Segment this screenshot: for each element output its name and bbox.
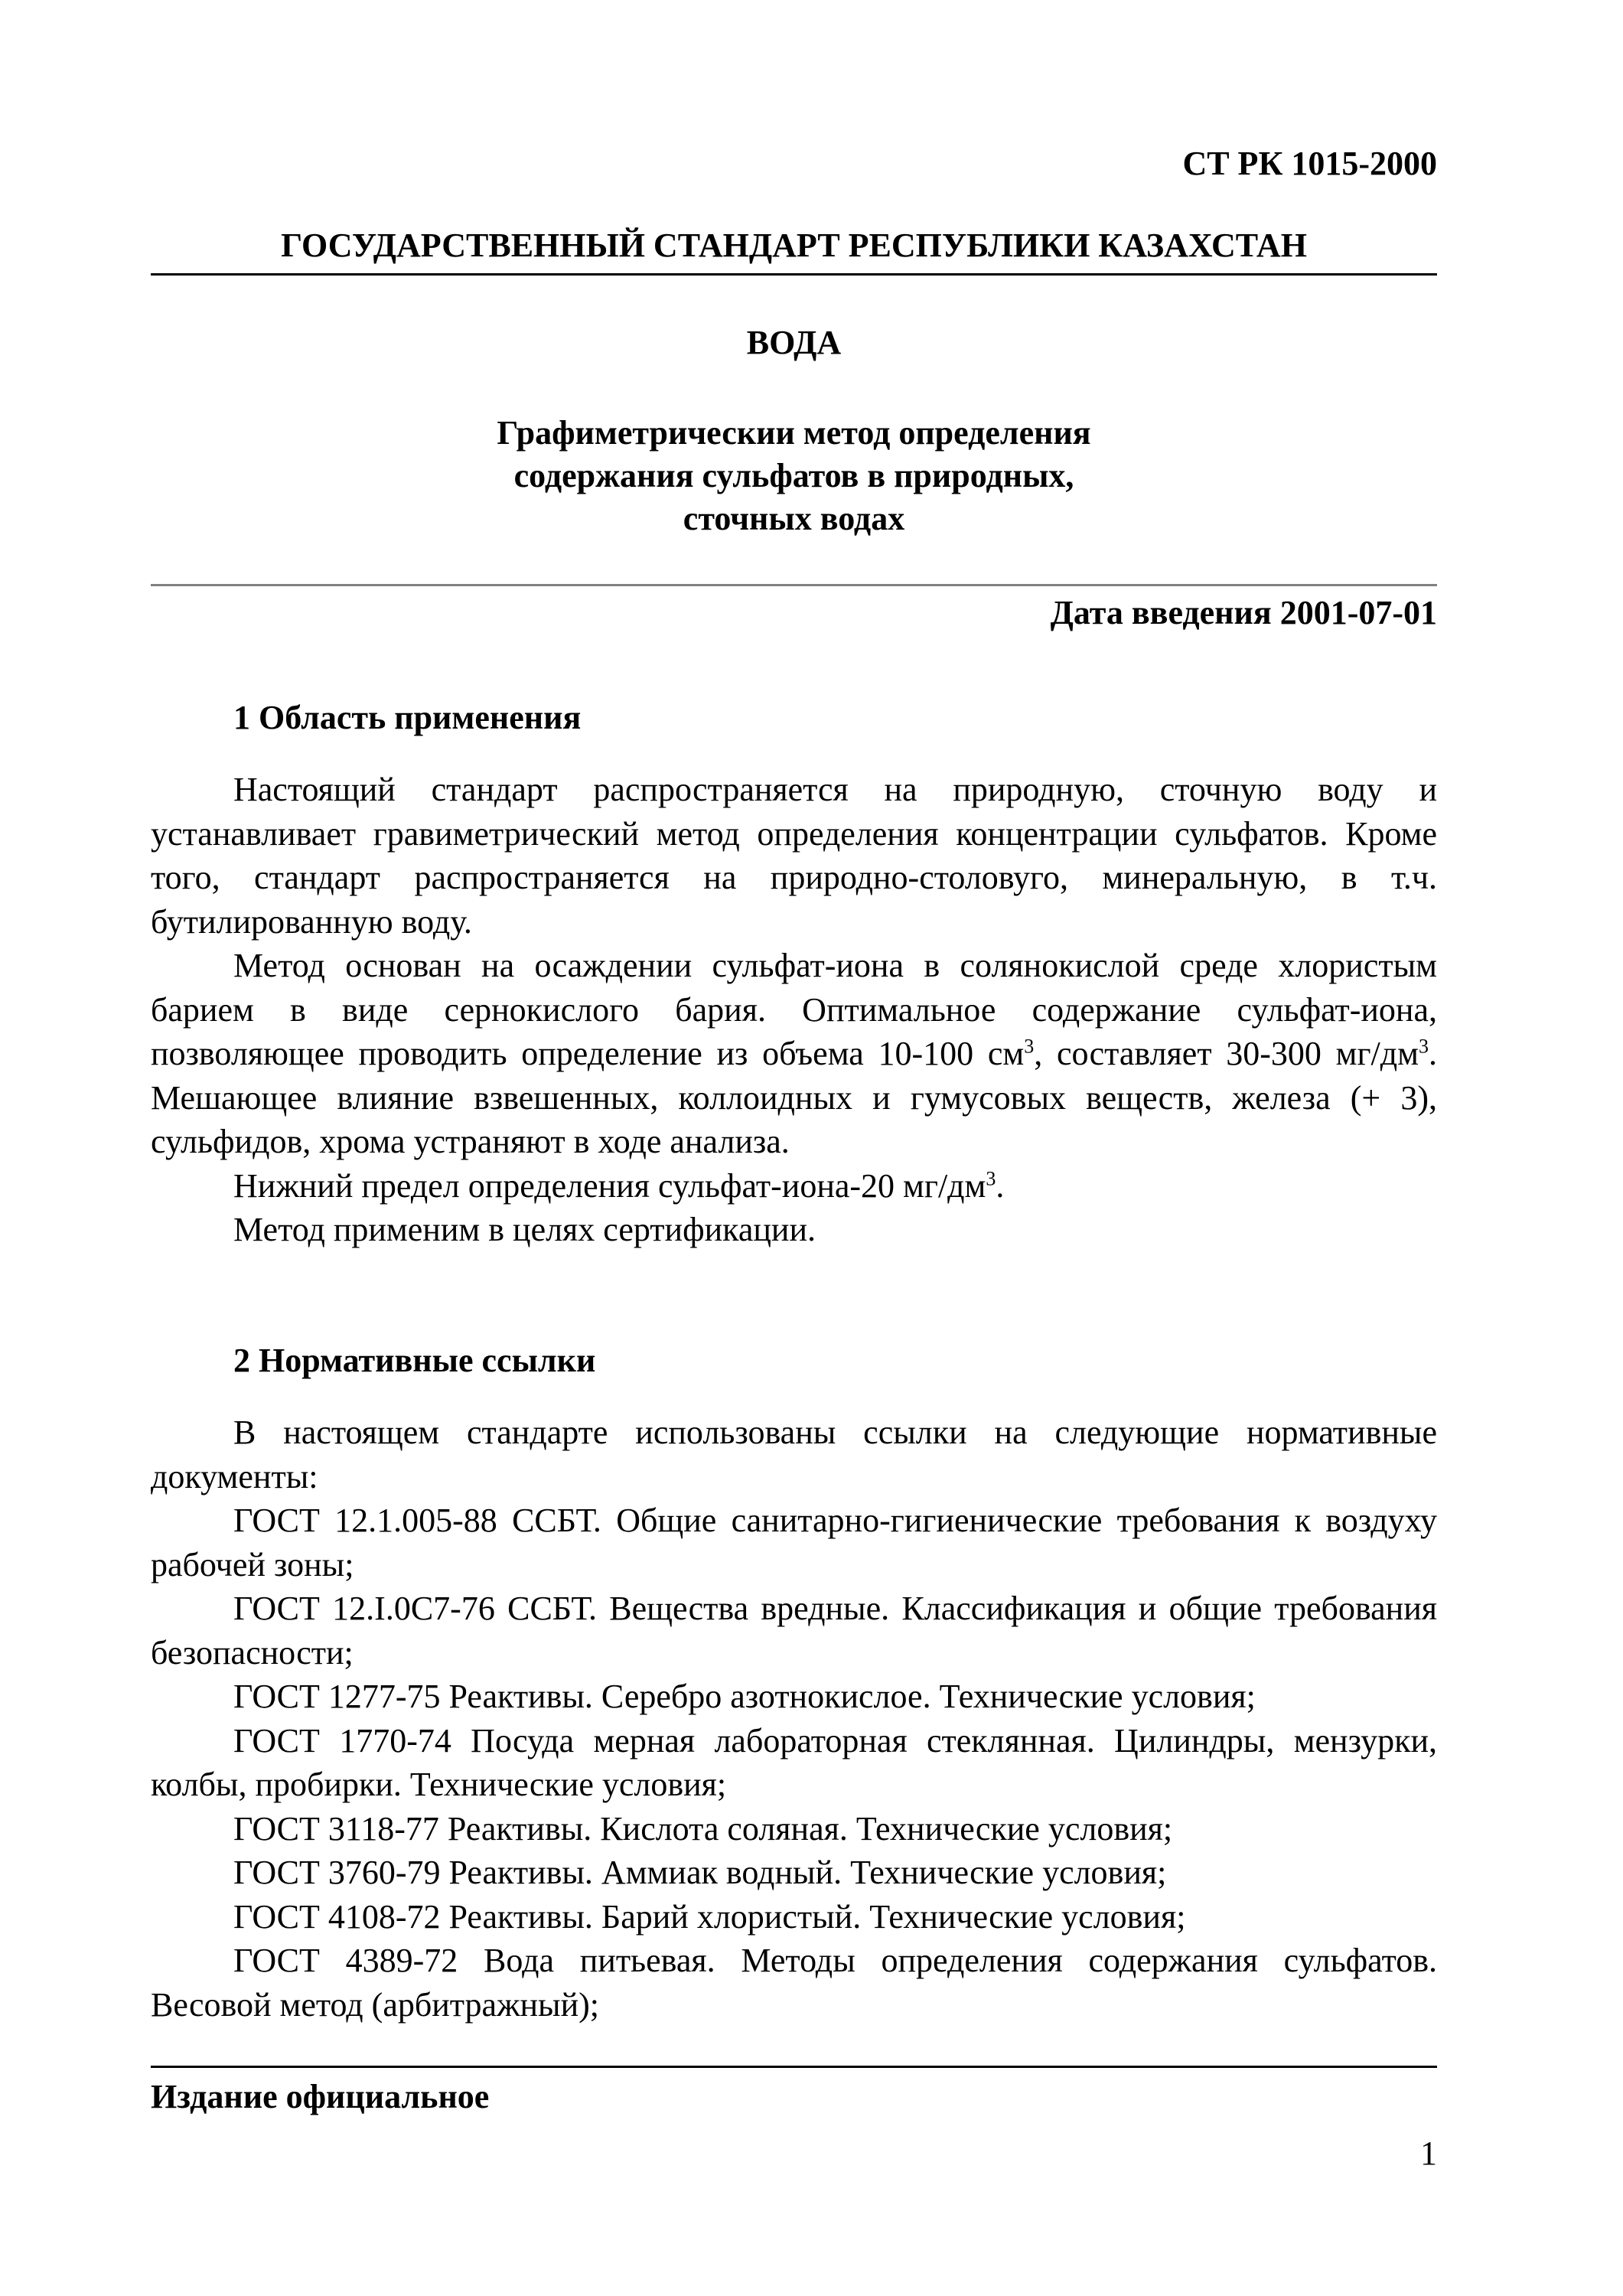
section-2-body	[151, 1411, 1437, 2027]
title-divider	[151, 584, 1437, 586]
document-title	[151, 412, 1437, 540]
paragraph-lower-limit	[151, 1164, 1437, 1208]
superscript: 3	[1024, 1035, 1035, 1058]
superscript: 3	[986, 1166, 996, 1189]
reference-item: ГОСТ 4108-72 Реактивы. Барий хлористый. Технические условия;	[233, 1897, 1186, 1936]
text-run: . Мешающее влияние взвешенных, коллоидных и гумусовых веществ, железа (+ 3), сульфидов, хрома устраняют в ходе анализа.	[151, 1035, 1437, 1160]
page-number: 1	[1420, 2135, 1437, 2172]
reference-item: ГОСТ 3760-79 Реактивы. Аммиак водный. Технические условия;	[233, 1854, 1167, 1891]
official-edition-label: Издание официальное	[151, 2078, 490, 2115]
text-run: , составляет 30-300 мг/дм	[1034, 1035, 1419, 1072]
text-run: .	[996, 1166, 1005, 1205]
reference-item: ГОСТ 1277-75 Реактивы. Серебро азотнокислое. Технические условия;	[233, 1678, 1256, 1715]
document-code: СТ РК 1015-2000	[1182, 145, 1437, 182]
text-run: Метод основан на осаждении сульфат-иона в солянокислой среде хлористым барием в виде сернокислого бария. Оптимальное содержание сульфат-иона, позволяющее проводить определение из объема 10-100 см	[151, 947, 1437, 1072]
reference-item: ГОСТ 12.1.005-88 ССБТ. Общие санитарно-гигиенические требования к воздуху рабочей зоны;	[151, 1502, 1437, 1583]
section-1-heading: 1 Область применения	[233, 699, 582, 736]
reference-item: ГОСТ 3118-77 Реактивы. Кислота соляная. Технические условия;	[233, 1809, 1173, 1848]
section-1-body	[151, 768, 1437, 1252]
section-2-heading: 2 Нормативные ссылки	[233, 1342, 596, 1379]
document-subject: ВОДА	[746, 324, 842, 361]
standard-header-title: ГОСУДАРСТВЕННЫЙ СТАНДАРТ РЕСПУБЛИКИ КАЗАХСТАН	[281, 227, 1307, 264]
title-line: содержания сульфатов в природных,	[513, 457, 1074, 494]
paragraph-method	[151, 944, 1437, 1164]
paragraph-scope: Настоящий стандарт распространяется на природную, сточную воду и устанавливает гравиметрический метод определения концентрации сульфатов. Кроме того, стандарт распространяется на природно-столовуго, минеральную, в т.ч. бутилированную воду.	[151, 771, 1437, 941]
reference-item: ГОСТ 12.I.0С7-76 ССБТ. Вещества вредные. Классификация и общие требования безопасности;	[151, 1590, 1437, 1671]
paragraph-references-intro: В настоящем стандарте использованы ссылки на следующие нормативные документы:	[151, 1414, 1437, 1495]
reference-item: ГОСТ 4389-72 Вода питьевая. Методы определения содержания сульфатов. Весовой метод (арбитражный);	[151, 1942, 1437, 2024]
title-line: Графиметрическии метод определения	[497, 414, 1091, 452]
superscript: 3	[1418, 1035, 1429, 1058]
paragraph-certification: Метод применим в целях сертификации.	[233, 1211, 816, 1248]
header-divider	[151, 273, 1437, 276]
introduction-date: Дата введения 2001-07-01	[1050, 594, 1437, 631]
footer-divider	[151, 2066, 1437, 2068]
reference-item: ГОСТ 1770-74 Посуда мерная лабораторная стеклянная. Цилиндры, мензурки, колбы, пробирки. Технические условия;	[151, 1721, 1437, 1803]
text-run: Нижний предел определения сульфат-иона-20 мг/дм	[233, 1166, 986, 1205]
title-line: сточных водах	[683, 500, 905, 537]
